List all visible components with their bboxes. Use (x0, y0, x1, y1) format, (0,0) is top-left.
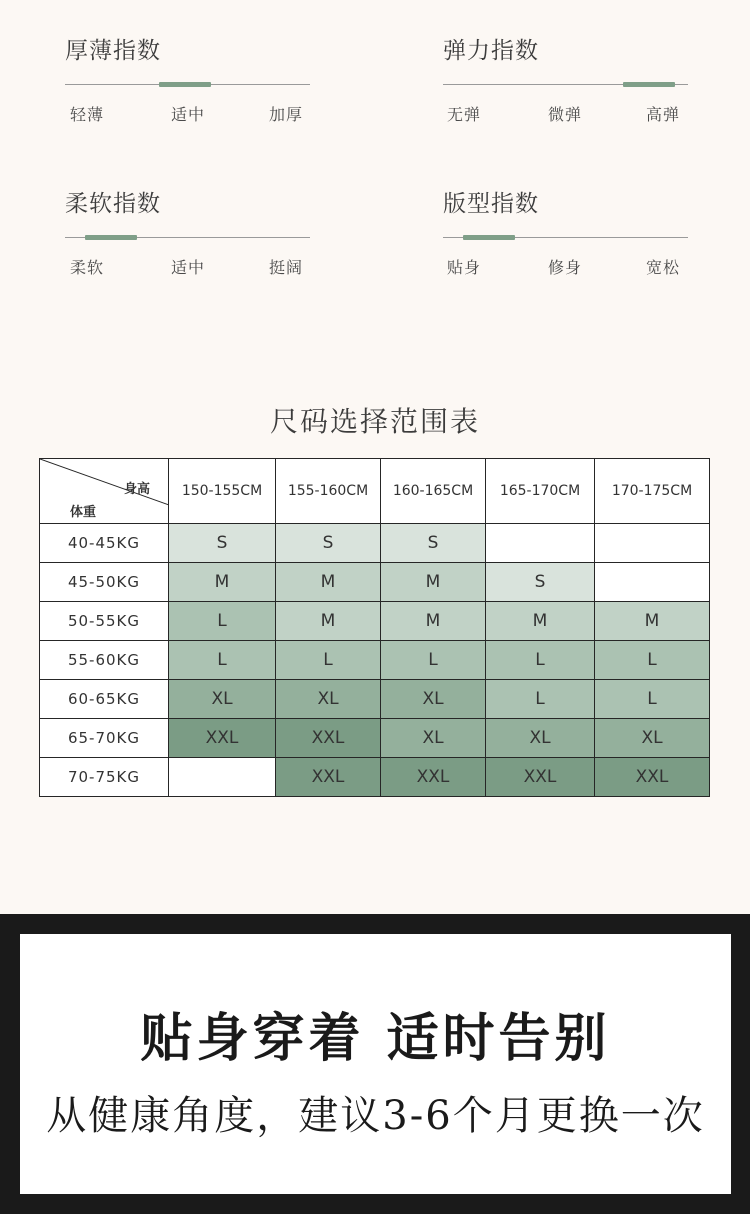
size-cell: S (381, 524, 486, 563)
weight-cell: 70-75KG (40, 758, 169, 797)
index-label-low: 轻薄 (70, 105, 105, 124)
height-header: 160-165CM (381, 459, 486, 524)
size-cell: L (381, 641, 486, 680)
table-row (40, 719, 710, 758)
index-level-marker (85, 235, 137, 240)
size-cell: M (169, 563, 276, 602)
size-cell (595, 524, 710, 563)
weight-cell: 45-50KG (40, 563, 169, 602)
weight-cell: 55-60KG (40, 641, 169, 680)
table-row (40, 758, 710, 797)
height-header: 150-155CM (169, 459, 276, 524)
banner-subline: 从健康角度，建议3-6个月更换一次 (46, 1093, 705, 1139)
weight-cell: 60-65KG (40, 680, 169, 719)
size-cell: M (276, 563, 381, 602)
size-cell: XL (169, 680, 276, 719)
table-header-row (40, 459, 710, 524)
size-chart-table (39, 458, 710, 797)
index-label-high: 加厚 (269, 105, 304, 124)
table-corner-cell (40, 459, 169, 524)
size-cell: XXL (595, 758, 710, 797)
table-row (40, 602, 710, 641)
size-cell: S (276, 524, 381, 563)
size-cell: M (381, 602, 486, 641)
table-row (40, 641, 710, 680)
index-label-high: 高弹 (646, 105, 681, 124)
index-title: 柔软指数 (65, 191, 161, 217)
care-banner (0, 914, 750, 1214)
height-header: 165-170CM (486, 459, 595, 524)
size-cell: XL (595, 719, 710, 758)
table-row (40, 524, 710, 563)
weight-cell: 65-70KG (40, 719, 169, 758)
size-cell: M (486, 602, 595, 641)
index-level-marker (463, 235, 515, 240)
size-cell: L (486, 680, 595, 719)
size-cell: M (276, 602, 381, 641)
index-label-mid: 修身 (548, 258, 583, 277)
index-label-mid: 微弹 (548, 105, 583, 124)
index-label-mid: 适中 (171, 105, 206, 124)
size-cell: L (276, 641, 381, 680)
index-label-mid: 适中 (171, 258, 206, 277)
size-cell: XXL (276, 758, 381, 797)
size-cell: M (381, 563, 486, 602)
size-chart-title: 尺码选择范围表 (269, 405, 480, 438)
index-level-marker (159, 82, 211, 87)
size-cell: XXL (276, 719, 381, 758)
banner-card (20, 934, 731, 1194)
table-row (40, 563, 710, 602)
size-cell: XXL (381, 758, 486, 797)
index-title: 弹力指数 (443, 38, 539, 64)
index-label-low: 贴身 (447, 258, 482, 277)
size-cell: XL (486, 719, 595, 758)
weight-cell: 40-45KG (40, 524, 169, 563)
weight-axis-label: 体重 (70, 505, 97, 520)
weight-cell: 50-55KG (40, 602, 169, 641)
index-title: 厚薄指数 (65, 38, 161, 64)
index-title: 版型指数 (443, 191, 539, 217)
index-level-marker (623, 82, 675, 87)
size-cell: S (169, 524, 276, 563)
size-cell (595, 563, 710, 602)
index-label-high: 挺阔 (269, 258, 304, 277)
size-cell: XL (276, 680, 381, 719)
size-cell (169, 758, 276, 797)
height-header: 155-160CM (276, 459, 381, 524)
size-cell: L (595, 641, 710, 680)
index-label-low: 无弹 (447, 105, 482, 124)
size-cell: XXL (486, 758, 595, 797)
height-axis-label: 身高 (123, 482, 150, 497)
size-cell (486, 524, 595, 563)
size-cell: L (169, 602, 276, 641)
height-header: 170-175CM (595, 459, 710, 524)
banner-headline: 贴身穿着 适时告别 (140, 1008, 611, 1069)
index-label-low: 柔软 (70, 258, 105, 277)
index-label-high: 宽松 (646, 258, 681, 277)
size-cell: M (595, 602, 710, 641)
size-cell: XL (381, 680, 486, 719)
size-cell: S (486, 563, 595, 602)
size-cell: L (169, 641, 276, 680)
size-cell: XXL (169, 719, 276, 758)
size-cell: L (595, 680, 710, 719)
size-cell: L (486, 641, 595, 680)
size-cell: XL (381, 719, 486, 758)
table-row (40, 680, 710, 719)
